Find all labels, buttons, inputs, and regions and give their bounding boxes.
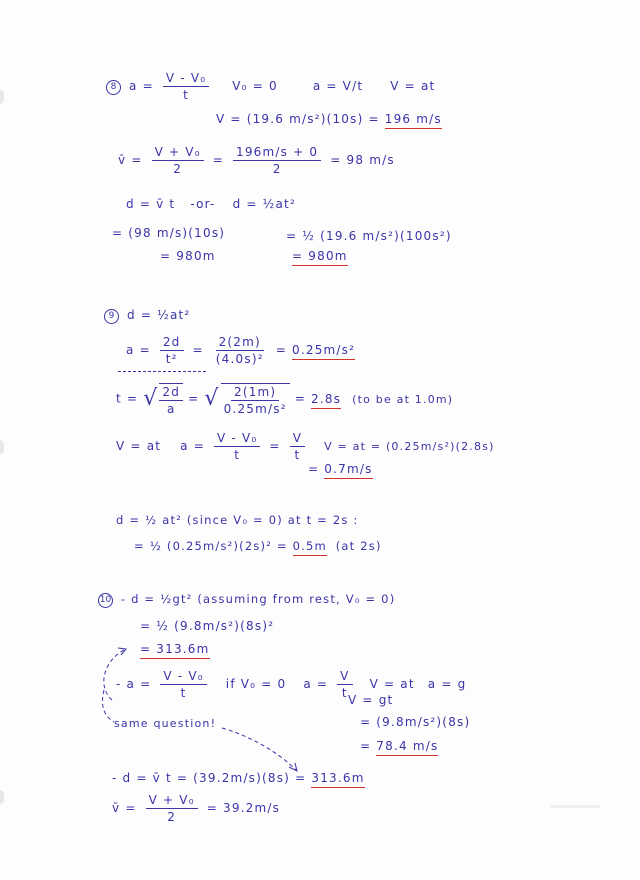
problem-number-9: 9 <box>104 309 119 324</box>
p10-line5: V = gt <box>348 693 394 707</box>
p10-line7: = 78.4 m/s <box>360 740 438 752</box>
p9-line1: 9 d = ½at² <box>104 309 190 324</box>
p9-line4: V = at a = $\frac{\text{V - V₀}}{t}$ = $\frac{V}{t}$ V = at = (0.25m/s²)(2.8s) <box>116 431 495 462</box>
p8-line1: 8 a = $\frac{\text{V - V₀}}{t}$ V₀ = 0 a = V/t V = at <box>106 72 435 101</box>
fraction: $\frac{V}{t}$ <box>337 670 352 699</box>
p8-line4: d = v̄ t -or- d = ½at² <box>126 197 296 211</box>
p10-line9: v̄ = $\frac{\text{V + V₀}}{2}$ = 39.2m/s <box>112 793 281 824</box>
fraction: $\frac{\text{V - V₀}}{t}$ <box>214 432 260 461</box>
fraction: $\frac{2(2m)}{\text{(4.0s)²}}$ <box>215 335 264 366</box>
p10-line4: - a = $\frac{\text{V - V₀}}{t}$ if V₀ = 0 a = $\frac{V}{t}$ V = at a = g <box>116 669 467 700</box>
p9-line7: = ½ (0.25m/s²)(2s)² = 0.5m (at 2s) <box>134 541 382 553</box>
p10-line6: = (9.8m/s²)(8s) <box>360 715 471 729</box>
p10-line1: 10 - d = ½gt² (assuming from rest, V₀ = 0) <box>99 592 396 606</box>
answer-underline: 2.8s <box>311 392 341 409</box>
answer-underline: 196 m/s <box>385 112 442 129</box>
square-root: √ $\frac{2(1m)}{\text{0.25m/s²}}$ <box>204 383 289 415</box>
same-question-note: same question! <box>114 717 217 730</box>
p9-line5: = 0.7m/s <box>308 463 373 475</box>
p8-line6-left: = 980m <box>160 249 216 263</box>
p9-line6: d = ½ at² (since V₀ = 0) at t = 2s : <box>116 513 359 527</box>
dashed-arrow-right <box>222 728 296 770</box>
fraction: $\frac{\text{V - V₀}}{t}$ <box>163 72 209 101</box>
p8-line3: v̄ = $\frac{\text{V + V₀}}{2}$ = $\frac{196m/s + 0}{2}$ = 98 m/s <box>118 145 395 176</box>
fraction: $\frac{\text{V + V₀}}{2}$ <box>152 146 204 175</box>
dashed-arrow-down <box>102 690 114 722</box>
answer-underline: 313.6m <box>311 771 364 788</box>
p10-line8: - d = v̄ t = (39.2m/s)(8s) = 313.6m <box>112 772 365 784</box>
answer-underline: 78.4 m/s <box>376 739 438 756</box>
problem-number-8: 8 <box>106 80 121 95</box>
square-root: √ $\frac{2d}{a}$ <box>143 383 183 415</box>
answer-underline: = 980m <box>292 249 348 266</box>
answer-underline: 0.5m <box>293 539 327 556</box>
fraction: $\frac{196m/s + 0}{2}$ <box>233 146 321 175</box>
p9-line3: t = √ $\frac{2d}{a}$ = √ $\frac{2(1m)}{\text{0.25m/s²}}$ = 2.8s (to be at 1.0m) <box>116 385 454 416</box>
fraction: $\frac{2d}{\text{t²}}$ <box>160 336 184 365</box>
fraction: $\frac{\text{V - V₀}}{t}$ <box>160 670 206 699</box>
p8-line5-left: = (98 m/s)(10s) <box>112 226 226 240</box>
p9-line2: a = $\frac{2d}{\text{t²}}$ = $\frac{2(2m)}{\text{(4.0s)²}}$ = 0.25m/s² <box>126 335 356 366</box>
p10-line3: = 313.6m <box>140 642 210 659</box>
fraction: $\frac{V}{t}$ <box>290 432 305 461</box>
dashed-arrow-up <box>104 650 124 700</box>
p8-line2: V = (19.6 m/s²)(10s) = 196 m/s <box>216 113 442 125</box>
problem-number-10: 10 <box>98 593 113 608</box>
fraction: $\frac{\text{V + V₀}}{2}$ <box>146 794 198 823</box>
answer-underline: 0.7m/s <box>324 462 372 479</box>
answer-underline: 0.25m/s² <box>292 343 355 360</box>
p10-line2: = ½ (9.8m/s²)(8s)² <box>140 619 275 633</box>
p8-line5-right: = ½ (19.6 m/s²)(100s²) <box>286 229 452 243</box>
